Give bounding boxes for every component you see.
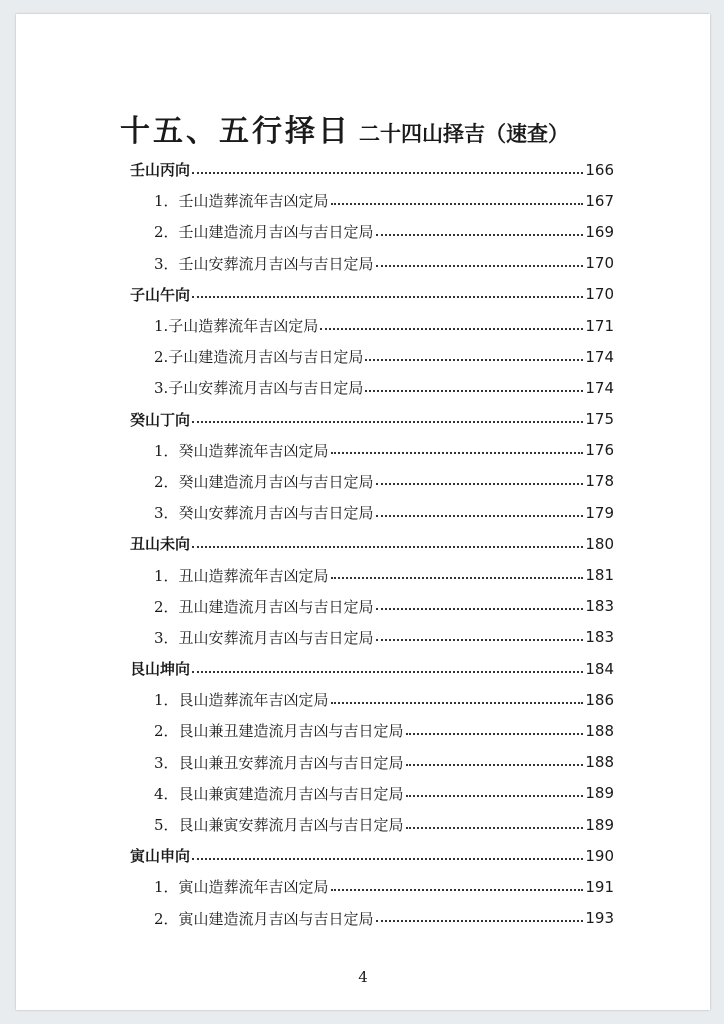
document-page	[16, 14, 710, 1010]
toc-entry-label: 2．癸山建造流月吉凶与吉日定局	[154, 472, 374, 491]
toc-page-number: 176	[585, 441, 614, 460]
toc-entry-label: 2．艮山兼丑建造流月吉凶与吉日定局	[154, 722, 404, 741]
toc-item-entry	[130, 903, 614, 934]
toc-leader-dots	[331, 875, 584, 891]
title-subtitle: 二十四山择吉（速查）	[359, 121, 569, 146]
toc-leader-dots	[376, 220, 584, 236]
title-main: 十五、五行择日	[120, 114, 351, 149]
toc-entry-label: 5．艮山兼寅安葬流月吉凶与吉日定局	[154, 816, 404, 835]
toc-page-number: 186	[585, 690, 614, 709]
toc-page-number: 180	[585, 534, 614, 553]
toc-page-number: 171	[585, 316, 614, 335]
page-title	[120, 106, 620, 150]
toc-leader-dots	[192, 282, 583, 298]
toc-item-entry	[130, 185, 614, 216]
toc-entry-label: 1．丑山造葬流年吉凶定局	[154, 566, 329, 585]
toc-page-number: 170	[585, 285, 614, 304]
toc-page-number: 193	[585, 909, 614, 928]
toc-leader-dots	[376, 594, 584, 610]
toc-leader-dots	[376, 501, 584, 517]
toc-entry-label: 1．癸山造葬流年吉凶定局	[154, 441, 329, 460]
toc-page-number: 174	[585, 378, 614, 397]
toc-section-entry	[130, 154, 614, 185]
table-of-contents	[130, 154, 614, 934]
toc-leader-dots	[192, 657, 583, 673]
toc-leader-dots	[406, 719, 584, 735]
toc-leader-dots	[331, 189, 584, 205]
toc-item-entry	[130, 341, 614, 372]
toc-item-entry	[130, 684, 614, 715]
toc-leader-dots	[331, 563, 584, 579]
toc-item-entry	[130, 372, 614, 403]
toc-entry-label: 2.子山建造流月吉凶与吉日定局	[154, 348, 364, 367]
toc-entry-label: 3.子山安葬流月吉凶与吉日定局	[154, 379, 364, 398]
toc-item-entry	[130, 216, 614, 247]
toc-entry-label: 2．寅山建造流月吉凶与吉日定局	[154, 909, 374, 928]
toc-page-number: 166	[585, 160, 614, 179]
toc-item-entry	[130, 809, 614, 840]
toc-section-entry	[130, 279, 614, 310]
toc-page-number: 190	[585, 846, 614, 865]
toc-entry-label: 3．癸山安葬流月吉凶与吉日定局	[154, 504, 374, 523]
toc-leader-dots	[320, 314, 583, 330]
toc-leader-dots	[406, 750, 584, 766]
toc-section-entry	[130, 404, 614, 435]
toc-page-number: 178	[585, 472, 614, 491]
toc-page-number: 189	[585, 784, 614, 803]
toc-leader-dots	[376, 251, 584, 267]
toc-leader-dots	[406, 813, 584, 829]
toc-item-entry	[130, 778, 614, 809]
toc-page-number: 169	[585, 222, 614, 241]
toc-item-entry	[130, 310, 614, 341]
toc-page-number: 174	[585, 347, 614, 366]
toc-page-number: 191	[585, 877, 614, 896]
toc-item-entry	[130, 248, 614, 279]
toc-page-number: 181	[585, 566, 614, 585]
toc-page-number: 175	[585, 410, 614, 429]
toc-entry-label: 3．丑山安葬流月吉凶与吉日定局	[154, 628, 374, 647]
toc-item-entry	[130, 747, 614, 778]
toc-leader-dots	[192, 158, 583, 174]
toc-section-entry	[130, 528, 614, 559]
toc-entry-label: 壬山丙向	[130, 161, 191, 180]
toc-entry-label: 4．艮山兼寅建造流月吉凶与吉日定局	[154, 784, 404, 803]
toc-page-number: 167	[585, 191, 614, 210]
toc-item-entry	[130, 466, 614, 497]
toc-item-entry	[130, 871, 614, 902]
toc-item-entry	[130, 622, 614, 653]
toc-entry-label: 2．壬山建造流月吉凶与吉日定局	[154, 223, 374, 242]
toc-entry-label: 2．丑山建造流月吉凶与吉日定局	[154, 597, 374, 616]
toc-entry-label: 3．艮山兼丑安葬流月吉凶与吉日定局	[154, 753, 404, 772]
toc-entry-label: 丑山未向	[130, 535, 191, 554]
toc-leader-dots	[406, 781, 584, 797]
toc-entry-label: 3．壬山安葬流月吉凶与吉日定局	[154, 254, 374, 273]
toc-page-number: 188	[585, 753, 614, 772]
toc-item-entry	[130, 715, 614, 746]
toc-item-entry	[130, 497, 614, 528]
toc-item-entry	[130, 435, 614, 466]
toc-leader-dots	[376, 469, 584, 485]
toc-page-number: 184	[585, 659, 614, 678]
toc-entry-label: 寅山申向	[130, 847, 191, 866]
toc-section-entry	[130, 653, 614, 684]
toc-section-entry	[130, 840, 614, 871]
toc-leader-dots	[192, 407, 583, 423]
toc-page-number: 170	[585, 254, 614, 273]
toc-entry-label: 子山午向	[130, 285, 191, 304]
toc-page-number: 183	[585, 597, 614, 616]
toc-leader-dots	[331, 438, 584, 454]
toc-leader-dots	[192, 532, 583, 548]
toc-page-number: 183	[585, 628, 614, 647]
toc-leader-dots	[365, 376, 583, 392]
page-number: 4	[358, 968, 368, 986]
toc-leader-dots	[376, 625, 584, 641]
toc-leader-dots	[376, 906, 584, 922]
toc-leader-dots	[192, 844, 583, 860]
toc-entry-label: 1.子山造葬流年吉凶定局	[154, 317, 319, 336]
toc-page-number: 179	[585, 503, 614, 522]
toc-item-entry	[130, 559, 614, 590]
toc-entry-label: 1．寅山造葬流年吉凶定局	[154, 878, 329, 897]
toc-page-number: 189	[585, 815, 614, 834]
toc-entry-label: 艮山坤向	[130, 660, 191, 679]
toc-entry-label: 1．艮山造葬流年吉凶定局	[154, 691, 329, 710]
toc-leader-dots	[365, 345, 583, 361]
toc-page-number: 188	[585, 721, 614, 740]
toc-entry-label: 1．壬山造葬流年吉凶定局	[154, 192, 329, 211]
toc-leader-dots	[331, 688, 584, 704]
toc-item-entry	[130, 591, 614, 622]
toc-entry-label: 癸山丁向	[130, 410, 191, 429]
